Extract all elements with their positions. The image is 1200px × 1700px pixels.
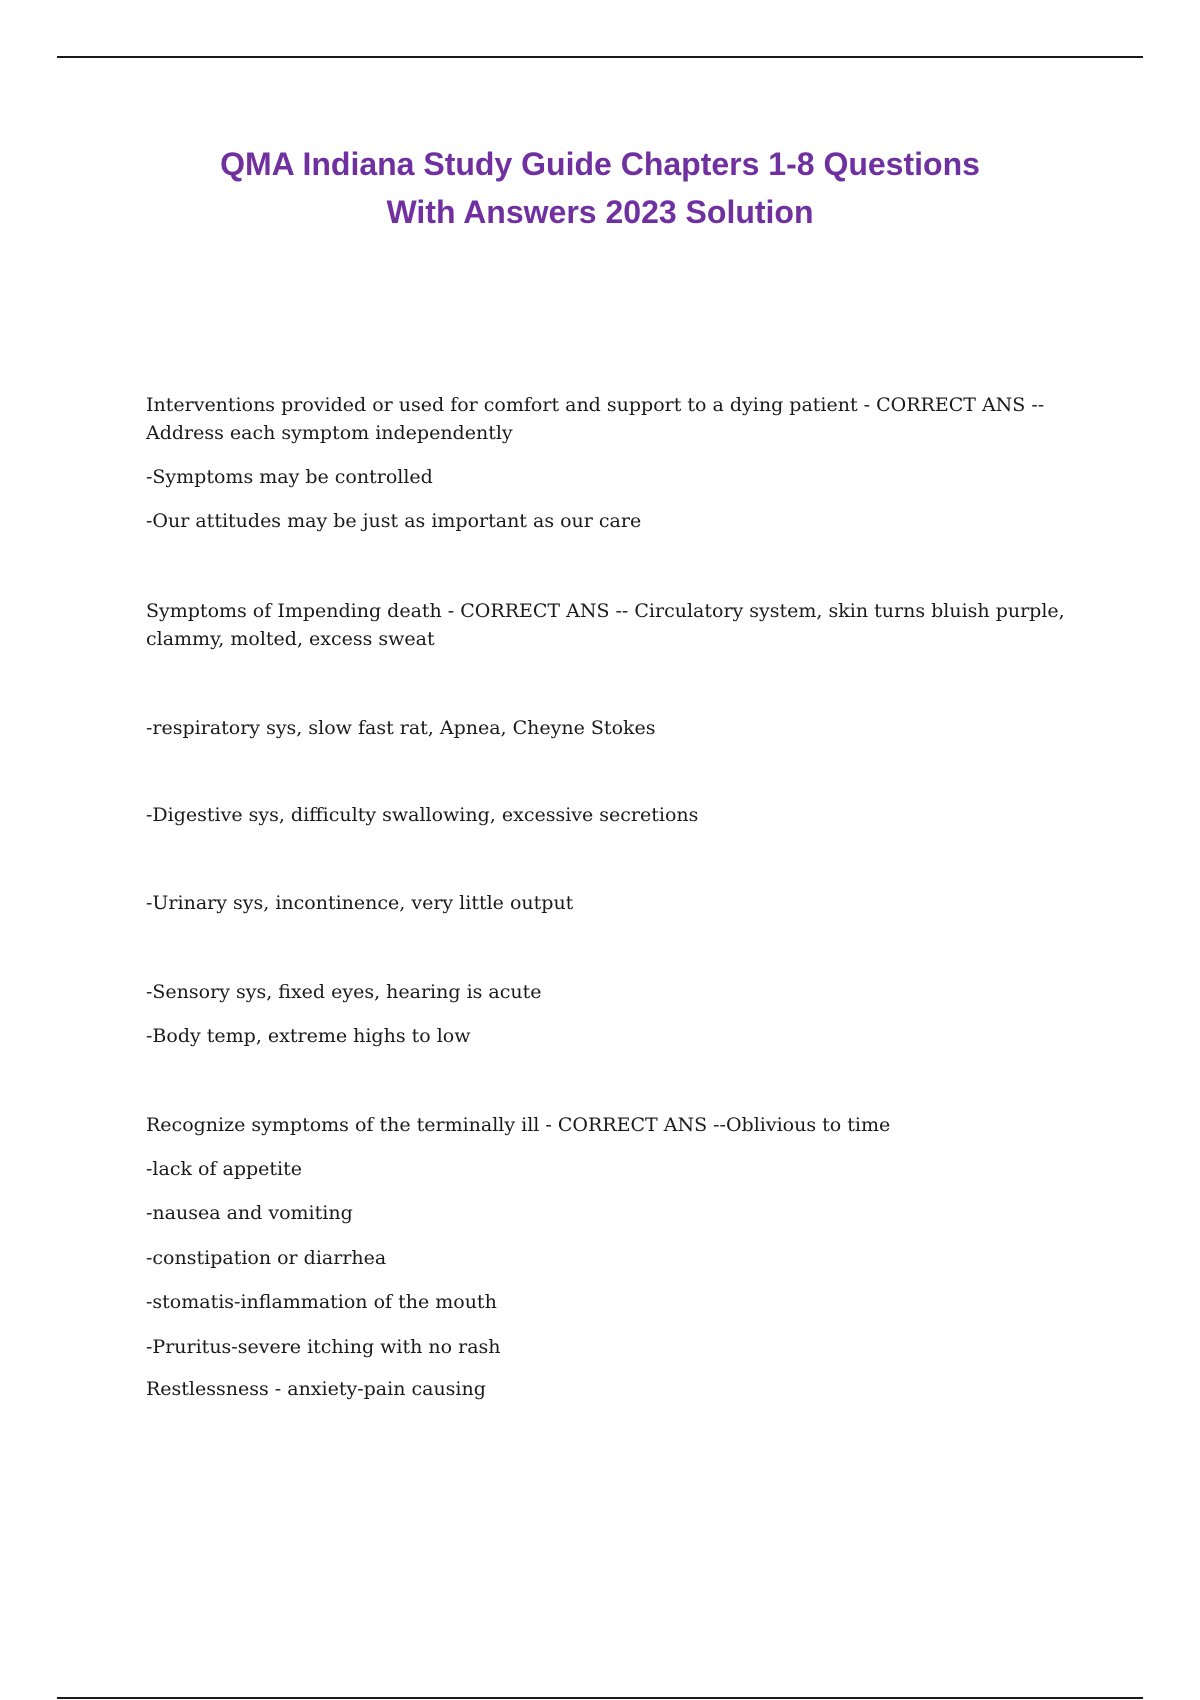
answer-2-line-5: -Sensory sys, fixed eyes, hearing is acute <box>146 981 542 1003</box>
answer-1-line-3: -Our attitudes may be just as important as our care <box>146 510 642 532</box>
question-3-text: Recognize symptoms of the terminally ill - CORRECT ANS --Oblivious to time <box>146 1114 891 1136</box>
answer-2-line-2: -respiratory sys, slow fast rat, Apnea, Cheyne Stokes <box>146 717 656 739</box>
answer-2-line-3: -Digestive sys, difficulty swallowing, excessive secretions <box>146 804 699 826</box>
document-title-line-1: QMA Indiana Study Guide Chapters 1-8 Questions <box>220 146 980 182</box>
answer-3-line-3: -constipation or diarrhea <box>146 1247 387 1269</box>
answer-3-line-2: -nausea and vomiting <box>146 1202 353 1224</box>
question-1-text: Interventions provided or used for comfort and support to a dying patient - CORRECT ANS -- <box>146 394 1045 416</box>
answer-2-line-1: clammy, molted, excess sweat <box>146 628 435 650</box>
answer-3-line-5: -Pruritus-severe itching with no rash <box>146 1336 501 1358</box>
question-2-text: Symptoms of Impending death - CORRECT ANS -- Circulatory system, skin turns bluish purple, <box>146 600 1065 622</box>
header-rule <box>57 56 1143 58</box>
answer-1-line-1: Address each symptom independently <box>146 422 513 444</box>
answer-1-line-2: -Symptoms may be controlled <box>146 466 433 488</box>
document-title-line-2: With Answers 2023 Solution <box>386 194 814 230</box>
answer-2-line-6: -Body temp, extreme highs to low <box>146 1025 471 1047</box>
answer-3-line-1: -lack of appetite <box>146 1158 303 1180</box>
document-title <box>100 140 1100 236</box>
answer-3-line-4: -stomatis-inflammation of the mouth <box>146 1291 497 1313</box>
answer-3-line-6: Restlessness - anxiety-pain causing <box>146 1378 486 1400</box>
footer-rule <box>57 1697 1143 1699</box>
answer-2-line-4: -Urinary sys, incontinence, very little output <box>146 892 574 914</box>
